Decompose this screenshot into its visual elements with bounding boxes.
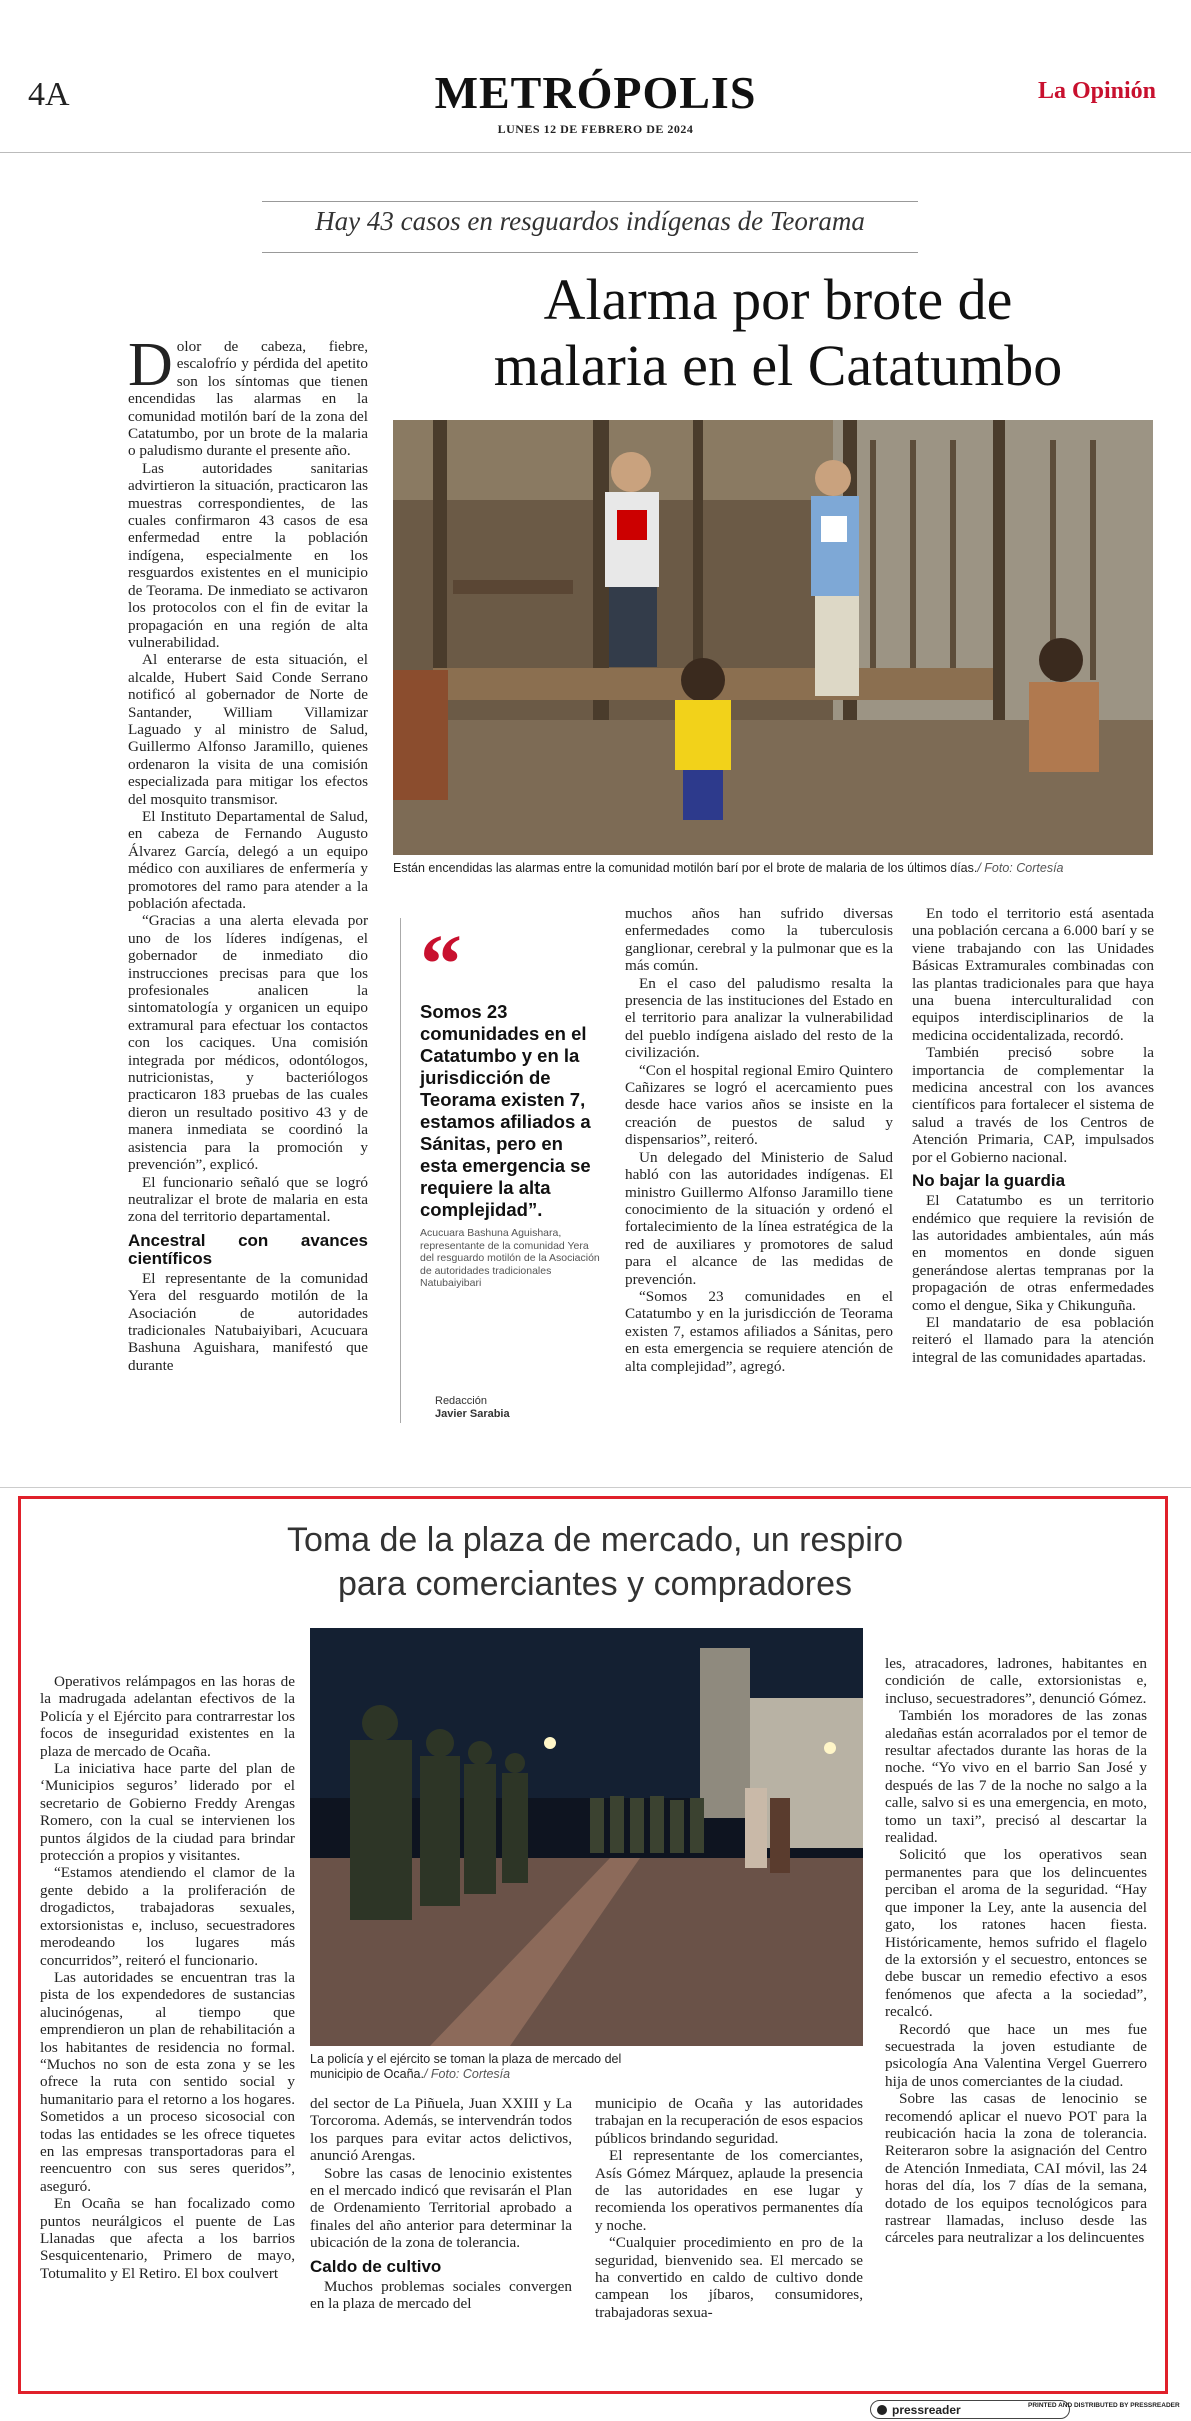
- article2-column-4: [885, 1655, 1147, 2247]
- paragraph: Sobre las casas de lenocinio existentes en el mercado indicó que revisarán el Plan de Ordenamiento Territorial aprobado a finales del año anterior para determinar la ubicación de la zona de tolerancia.: [310, 2164, 572, 2252]
- byline: [435, 1395, 510, 1421]
- paragraph: El Instituto Departamental de Salud, en cabeza de Fernando Augusto Álvarez García, delegó a un equipo médico con auxiliares de enfermería y promotores del ramo para atender a la población afectada.: [128, 807, 368, 912]
- pull-quote: [420, 918, 600, 1290]
- quote-attribution: Acucuara Bashuna Aguishara, representante de la comunidad Yera del resguardo motilón de la Asociación de autoridades tradicionales Natubaiyibari: [420, 1227, 600, 1289]
- paragraph: “Gracias a una alerta elevada por uno de los líderes indígenas, el gobernador de inmediato dio instrucciones precisas para que los profesionales analicen la sintomatología y organicen un equipo extramural para efectuar los contactos con los caciques. Una comisión integrada por médicos, odontólogos, nutricionistas, y bacteriólogos practicaron 183 pruebas de las cuales dieron un resultado positivo 43 y de manera inmediata se coordinó la asistencia para la promoción y prevención”, explicó.: [128, 912, 368, 1174]
- subheading: Ancestral con avances científicos: [128, 1230, 368, 1268]
- paragraph: muchos años han sufrido diversas enfermedades como la tuberculosis ganglionar, cerebral y la pulmonar que es la más común.: [625, 905, 893, 975]
- section-divider: [0, 1487, 1191, 1488]
- paragraph: Solicitó que los operativos sean permanentes para que los delincuentes perciban el aroma de la seguridad. “Hay que imponer la Ley, ante la ausencia del gato, los ratones hacen fiesta. Históricamente, hemos sufrido el flagelo de la extorsión y el secuestro, entonces se debe buscar un remedio efectivo a esos fenómenos que afecta a la sociedad”, recalcó.: [885, 1846, 1147, 2021]
- article-photo-indigenous-community: [393, 420, 1153, 855]
- paragraph: les, atracadores, ladrones, habitantes en condición de calle, extorsionistas e, incluso, secuestradores”, denunció Gómez.: [885, 1655, 1147, 1707]
- photo-caption: [393, 861, 1153, 876]
- headline-line-2: malaria en el Catatumbo: [493, 333, 1063, 398]
- paragraph: El mandatario de esa población reiteró el llamado para la atención integral de las comunidades apartadas.: [912, 1313, 1154, 1366]
- paragraph: “Cualquier procedimiento en pro de la seguridad, bienvenido sea. El mercado se ha convertido en caldo de cultivo donde campean los jíbaros, consumidores, trabajadoras sexua-: [595, 2234, 863, 2321]
- paragraph: El Catatumbo es un territorio endémico que requiere la revisión de las autoridades ambientales, aún más en momentos en donde siguen generándose alertas tempranas por la propagación de otras enfermedades como el dengue, Sika y Chikunguña.: [912, 1192, 1154, 1314]
- byline-name: Javier Sarabia: [435, 1408, 510, 1420]
- headline-line-1: Toma de la plaza de mercado, un respiro: [286, 1521, 904, 1559]
- photo-caption: [310, 2052, 640, 2082]
- pull-quote-rule: [400, 918, 401, 1423]
- paragraph: “Con el hospital regional Emiro Quintero Cañizares se logró el acercamiento pues desde hace varios años se insiste en la creación de puestos de salud y dispensarios”, reiteró.: [625, 1061, 893, 1149]
- article2-headline: [30, 1518, 1160, 1606]
- article2-column-3: [595, 2095, 863, 2321]
- article-kicker: Hay 43 casos en resguardos indígenas de Teorama: [315, 206, 865, 236]
- subheading: Caldo de cultivo: [310, 2256, 442, 2276]
- photo-credit: / Foto: Cortesía: [977, 861, 1064, 875]
- section-title: METRÓPOLIS: [434, 67, 757, 118]
- paragraph: En Ocaña se han focalizado como puntos neurálgicos el puente de Las Llanadas que afecta a los barrios Sesquicentenario, Primero de mayo, Totumalito y El Retiro. El box coulvert: [40, 2195, 295, 2282]
- headline-line-2: para comerciantes y compradores: [337, 1565, 852, 1603]
- byline-label: Redacción: [435, 1395, 487, 1407]
- quote-mark: “: [420, 918, 462, 1011]
- quote-text: Somos 23 comunidades en el Catatumbo y en la jurisdicción de Teorama existen 7, estamos afiliados a Sánitas, pero en esta emergencia se requiere la alta complejidad”.: [420, 1001, 591, 1220]
- paragraph: Las autoridades se encuentran tras la pista de los expendedores de sustancias alucinógenas, al tiempo que emprendieron un plan de rehabilitación a los habitantes de residencia no formal. “Muchos no son de esta zona y se les ofrece la ruta con sentido social y humanitario para el retorno a los hogares. Sometidos a un proceso sicosocial con todas las entidades se les ofrece tiquetes en las empresas transportadoras para el reencuentro con sus seres queridos”, aseguró.: [40, 1968, 295, 2195]
- article1-column-1: [128, 331, 368, 1374]
- kicker-rule-bottom: [262, 252, 918, 253]
- photo-caption-text: La policía y el ejército se toman la plaza de mercado del municipio de Ocaña.: [310, 2052, 622, 2081]
- paragraph: También precisó sobre la importancia de complementar la medicina ancestral con los avances científicos para fortalecer el sistema de salud a través de los Centros de Atención Primaria, CAP, impulsados por el Gobierno nacional.: [912, 1044, 1154, 1166]
- article2-column-1: [40, 1673, 295, 2282]
- paragraph: Al enterarse de esta situación, el alcalde, Hubert Said Conde Serrano notificó al gobernador de Norte de Santander, William Villamizar Laguado y al ministro de Salud, Guillermo Alfonso Jaramillo, quienes ordenaron la visita de una comisión especializada para mitigar los efectos del mosquito transmisor.: [128, 651, 368, 808]
- photo-illustration: [393, 420, 1153, 855]
- paragraph: El funcionario señaló que se logró neutralizar el brote de malaria en esta zona del territorio departamental.: [128, 1173, 368, 1226]
- photo-illustration: [310, 1628, 863, 2046]
- distribution-note: PRINTED AND DISTRIBUTED BY PRESSREADER: [1028, 2402, 1180, 2409]
- subheading: No bajar la guardia: [912, 1171, 1066, 1191]
- paragraph: El representante de la comunidad Yera del resguardo motilón de la Asociación de autoridades tradicionales Natubaiyibari, Acucuara Bashuna Aguishara, manifestó que durante: [128, 1269, 368, 1374]
- paragraph: Un delegado del Ministerio de Salud habló con las autoridades indígenas. El ministro Guillermo Alfonso Jaramillo tiene conocimiento de la situación y ordenó el fortalecimiento de la línea estratégica de la red de auxiliares y promotores de salud para el alcance de las medidas de prevención.: [625, 1148, 893, 1288]
- article1-column-4: [912, 905, 1154, 1366]
- paragraph: “Estamos atendiendo el clamor de la gente debido a la proliferación de drogadictos, trabajadoras sexuales, extorsionistas e, incluso, secuestradores merodeando los lugares más concurridos”, reiteró el funcionario.: [40, 1864, 295, 1969]
- page-number: 4A: [28, 76, 70, 113]
- paragraph: Operativos relámpagos en las horas de la madrugada adelantan efectivos de la Policía y el Ejército para contrarrestar los focos de inseguridad existentes en la plaza de mercado de Ocaña.: [40, 1673, 295, 1760]
- paragraph: Sobre las casas de lenocinio se recomendó aplicar el nuevo POT para la reubicación hacia la zona de tolerancia. Reiteraron sobre la asignación del Centro de Atención Inmediata, CAI móvil, las 24 horas del día, los 7 días de la semana, dotado de los equipos tecnológicos para rastrear llamadas, incluso desde las cárceles para neutralizar a los delincuentes: [885, 2090, 1147, 2247]
- paragraph: En el caso del paludismo resalta la presencia de las instituciones del Estado en el territorio para analizar la vulnerabilidad del pueblo indígena aislado del resto de la civilización.: [625, 974, 893, 1062]
- paragraph: “Somos 23 comunidades en el Catatumbo y en la jurisdicción de Teorama existen 7, estamos afiliados a Sánitas, pero en esta emergencia se requiere atención de alta complejidad”, agregó.: [625, 1287, 893, 1375]
- photo-credit: / Foto: Cortesía: [423, 2067, 511, 2081]
- header-rule: [0, 152, 1191, 153]
- article-photo-market-operation: [310, 1628, 863, 2046]
- paragraph: olor de cabeza, fiebre, escalofrío y pérdida del apetito son los síntomas que tienen encendidas las alarmas en la comunidad motilón barí de la zona del Catatumbo, por un brote de la malaria o paludismo durante el presente año.: [128, 338, 368, 460]
- pressreader-icon: [877, 2405, 887, 2415]
- headline-line-1: Alarma por brote de: [543, 267, 1013, 332]
- issue-date: LUNES 12 DE FEBRERO DE 2024: [497, 122, 694, 136]
- kicker-rule-top: [262, 201, 918, 202]
- paragraph: Muchos problemas sociales convergen en la plaza de mercado del: [310, 2277, 572, 2313]
- paragraph: municipio de Ocaña y las autoridades trabajan en la recuperación de esos espacios públicos brindando seguridad.: [595, 2095, 863, 2147]
- paragraph: Recordó que hace un mes fue secuestrada la joven estudiante de psicología Ana Valentina Vergel Guerrero hija de unos comerciantes de la ciudad.: [885, 2020, 1147, 2090]
- paragraph: La iniciativa hace parte del plan de ‘Municipios seguros’ liderado por el secretario de Gobierno Freddy Arengas Romero, con la cual se intervienen los puntos álgidos de la ciudad para brindar protección a propios y visitantes.: [40, 1760, 295, 1865]
- brand-logo: La Opinión: [1037, 78, 1156, 104]
- paragraph: El representante de los comerciantes, Asís Gómez Márquez, aplaude la presencia de las autoridades en ese lugar y recomienda los operativos permanentes día y noche.: [595, 2147, 863, 2234]
- article2-column-2: [310, 2095, 572, 2312]
- pressreader-logo-text: pressreader: [892, 2402, 961, 2417]
- paragraph: del sector de La Piñuela, Juan XXIII y La Torcoroma. Además, se intervendrán todos los parques para evitar actos delictivos, anunció Arengas.: [310, 2095, 572, 2165]
- paragraph: En todo el territorio está asentada una población cercana a 6.000 barí y se viene trabajando con las Unidades Básicas Extramurales combinadas con las plantas tradicionales para que haya una buena interculturalidad con equipos interdisciplinarios de la medicina occidentalizada, recordó.: [912, 905, 1154, 1044]
- article1-column-3: [625, 905, 893, 1375]
- drop-cap: D: [128, 331, 173, 399]
- paragraph: Las autoridades sanitarias advirtieron la situación, practicaron las muestras correspondientes, de las cuales confirmaron 43 casos de esa enfermedad entre la población indígena, especialmente en los resguardos existentes en el municipio de Teorama. De inmediato se activaron los protocolos con el fin de evitar la propagación en una región de alta vulnerabilidad.: [128, 459, 368, 651]
- paragraph: También los moradores de las zonas aledañas están acorralados por el temor de resultar afectados durante las horas de la noche. “Yo vivo en el barrio San José y después de las 7 de la noche no salgo a la calle, salvo si es una emergencia, en moto, tomo un taxi”, precisó al descartar la realidad.: [885, 1707, 1147, 1847]
- photo-caption-text: Están encendidas las alarmas entre la comunidad motilón barí por el brote de malaria de los últimos días.: [393, 861, 978, 875]
